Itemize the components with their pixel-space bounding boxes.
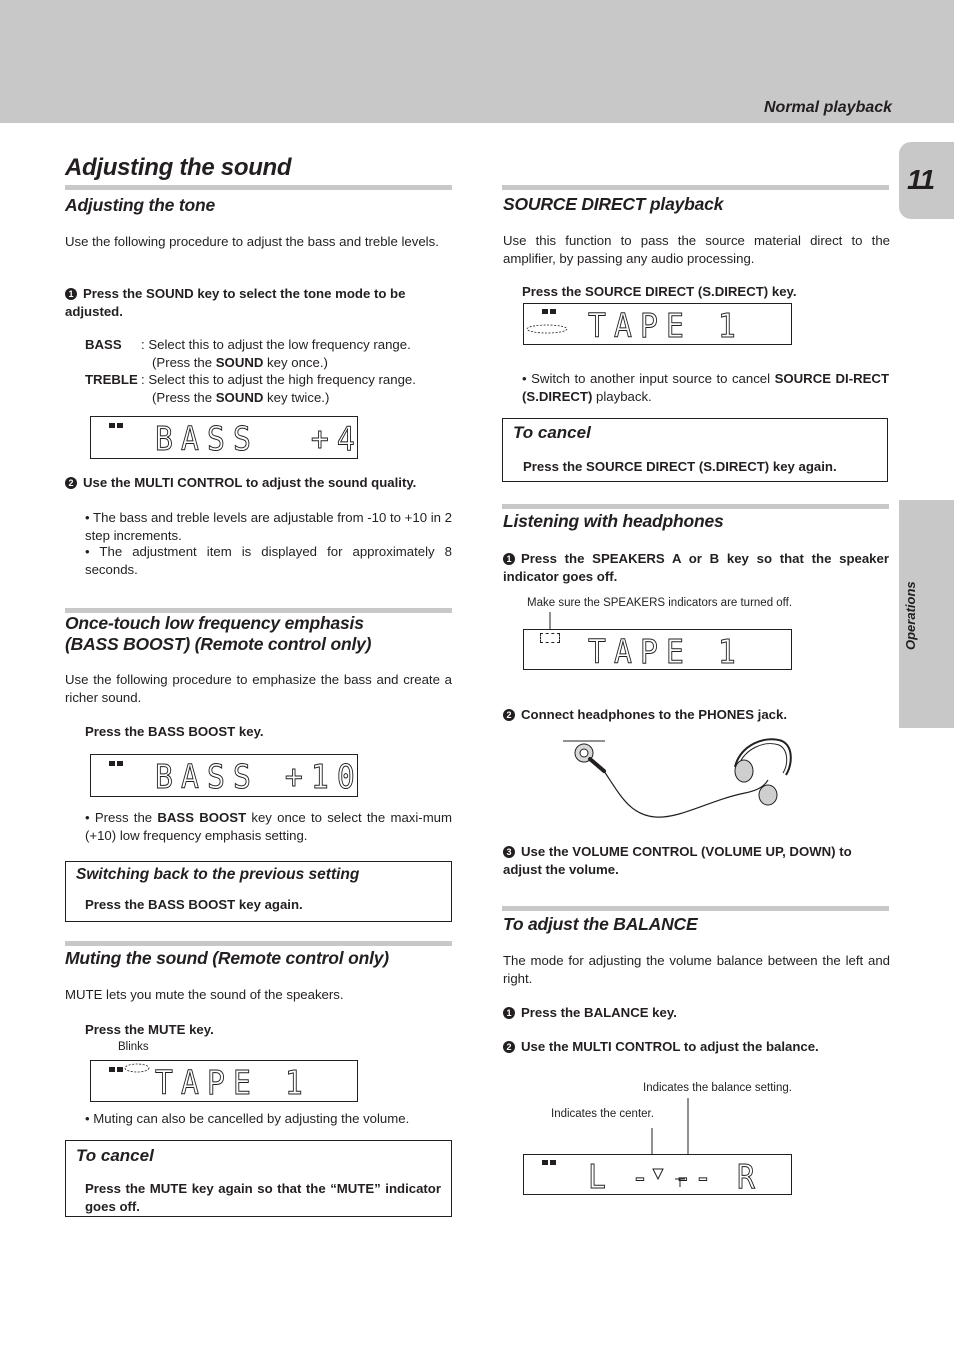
bassboost-intro: Use the following procedure to emphasize the bass and create a richer sound. — [65, 672, 452, 705]
indicator-icon — [109, 761, 115, 766]
bass-term: BASS — [85, 337, 122, 352]
tone-step-2 — [65, 474, 465, 492]
step-number: 1 — [65, 288, 77, 300]
bass-press — [152, 354, 328, 372]
treble-press-key: SOUND — [215, 390, 264, 405]
source-direct-bullet-b: playback. — [592, 388, 652, 404]
display-headphones-tape — [523, 629, 792, 670]
mute-bullet: • Muting can also be cancelled by adjusting the volume. — [85, 1111, 410, 1126]
headphones-rule — [502, 504, 889, 509]
callout-balance-setting: Indicates the balance setting. — [643, 1082, 792, 1094]
balance-rule — [502, 906, 889, 911]
indicator-icon — [550, 1160, 556, 1165]
source-direct-cancel-title: To cancel — [513, 423, 591, 442]
display-text: BASS +4 — [155, 419, 363, 458]
source-direct-step: Press the SOURCE DIRECT (S.DIRECT) key. — [522, 284, 797, 299]
source-direct-cancel-box — [502, 418, 888, 482]
switching-back-text: Press the BASS BOOST key again. — [85, 897, 303, 912]
indicator-icon — [542, 1160, 548, 1165]
step-number: 3 — [503, 846, 515, 858]
balance-step-1-text: Press the BALANCE key. — [521, 1005, 677, 1020]
display-bass-10 — [90, 754, 363, 797]
bassboost-heading-line2: (BASS BOOST) (Remote control only) — [65, 634, 372, 654]
source-direct-cancel-text: Press the SOURCE DIRECT (S.DIRECT) key again. — [523, 459, 837, 474]
step-number: 1 — [503, 553, 515, 565]
treble-press-a: (Press the — [152, 390, 216, 405]
callout-center: Indicates the center. — [551, 1108, 654, 1120]
mute-heading: Muting the sound (Remote control only) — [65, 948, 389, 968]
page-title: Adjusting the sound — [65, 154, 292, 181]
balance-step-2-text: Use the MULTI CONTROL to adjust the balance. — [521, 1039, 819, 1054]
tone-step-1-text: Press the SOUND key to select the tone mode to be adjusted. — [65, 286, 406, 319]
source-direct-rule — [502, 185, 889, 190]
balance-step-2 — [503, 1038, 819, 1056]
page-number-tab — [899, 142, 954, 219]
title-rule — [65, 185, 452, 190]
bass-press-b: key once.) — [263, 355, 328, 370]
bass-desc: : Select this to adjust the low frequency range. — [141, 337, 411, 352]
display-text: BASS +10 — [155, 757, 363, 796]
mute-cancel-title: To cancel — [76, 1146, 154, 1165]
blinks-label: Blinks — [118, 1041, 149, 1053]
bassboost-heading — [65, 613, 371, 655]
page-number: 11 — [907, 164, 935, 195]
display-source-direct-tape — [523, 303, 792, 345]
balance-position-marker-icon — [674, 1177, 686, 1189]
source-direct-bullet-key: SOURCE DI-RECT (S.DIRECT) — [522, 371, 890, 404]
side-tab — [899, 500, 954, 728]
section-header: Normal playback — [764, 99, 893, 116]
headphones-step-1 — [503, 550, 889, 585]
step-number: 2 — [503, 1041, 515, 1053]
indicator-icon — [550, 309, 556, 314]
display-text-right: - R — [694, 1157, 759, 1196]
balance-intro: The mode for adjusting the volume balance between the left and right. — [503, 953, 890, 986]
bassboost-heading-line1: Once-touch low frequency emphasis — [65, 613, 364, 633]
tone-bullet-1: • The bass and treble levels are adjustable from -10 to +10 in 2 step increments. — [85, 510, 452, 543]
balance-heading: To adjust the BALANCE — [503, 914, 698, 934]
tone-intro: Use the following procedure to adjust the bass and treble levels. — [65, 234, 439, 249]
indicator-icon — [117, 423, 123, 428]
tone-bullet-2: • The adjustment item is displayed for approximately 8 seconds. — [85, 544, 452, 577]
indicator-icon — [109, 1067, 115, 1072]
treble-press-b: key twice.) — [263, 390, 330, 405]
bass-press-a: (Press the — [152, 355, 216, 370]
treble-press — [152, 389, 329, 407]
bassboost-step: Press the BASS BOOST key. — [85, 724, 264, 739]
mute-intro: MUTE lets you mute the sound of the speakers. — [65, 987, 344, 1002]
treble-term: TREBLE — [85, 372, 138, 387]
bassboost-bullet-b: key once to select the maxi-mum (+10) low frequency emphasis setting. — [85, 810, 452, 843]
tone-heading: Adjusting the tone — [65, 195, 215, 215]
headphones-step-2-text: Connect headphones to the PHONES jack. — [521, 707, 787, 722]
display-mute-tape — [90, 1060, 358, 1102]
speakers-indicator-off — [540, 633, 560, 643]
tone-step-2-text: Use the MULTI CONTROL to adjust the sound quality. — [83, 475, 417, 490]
indicator-icon — [109, 423, 115, 428]
bassboost-bullet-a: • Press the — [85, 810, 158, 825]
mute-cancel-box — [65, 1140, 452, 1217]
display-text-left: L - - — [588, 1157, 696, 1196]
mute-cancel-text: Press the MUTE key again so that the “MUTE” indicator goes off. — [85, 1181, 441, 1214]
tone-step-1 — [65, 285, 452, 320]
headphones-step-3-text: Use the VOLUME CONTROL (VOLUME UP, DOWN) to adjust the volume. — [503, 844, 852, 877]
step-number: 2 — [65, 477, 77, 489]
headphones-illustration — [560, 735, 800, 825]
display-text: TAPE 1 — [588, 632, 744, 671]
switching-back-box — [65, 861, 452, 922]
mute-rule — [65, 941, 452, 946]
balance-step-1 — [503, 1004, 677, 1022]
blink-icon — [121, 1061, 153, 1075]
display-text: TAPE 1 — [588, 306, 744, 345]
source-direct-bullet-a: • Switch to another input source to cancel — [522, 371, 775, 386]
switching-back-title: Switching back to the previous setting — [76, 866, 360, 883]
headphones-heading: Listening with headphones — [503, 511, 724, 531]
step-number: 2 — [503, 709, 515, 721]
source-direct-intro: Use this function to pass the source material direct to the amplifier, by passing any audio processing. — [503, 233, 890, 266]
treble-desc: : Select this to adjust the high frequency range. — [141, 372, 416, 387]
center-marker-icon — [652, 1167, 664, 1181]
indicator-icon — [117, 761, 123, 766]
source-direct-heading: SOURCE DIRECT playback — [503, 194, 724, 214]
blink-icon — [524, 322, 570, 336]
side-tab-label: Operations — [903, 581, 918, 650]
display-balance — [523, 1154, 792, 1195]
source-direct-bullet — [522, 370, 889, 405]
indicator-icon — [542, 309, 548, 314]
mute-step: Press the MUTE key. — [85, 1022, 214, 1037]
bassboost-bullet — [85, 809, 452, 844]
headphones-step-2 — [503, 706, 787, 724]
step-number: 1 — [503, 1007, 515, 1019]
bass-press-key: SOUND — [215, 355, 264, 370]
display-text: TAPE 1 — [155, 1063, 311, 1102]
speakers-note: Make sure the SPEAKERS indicators are turned off. — [527, 597, 793, 609]
display-bass-4 — [90, 416, 363, 459]
headphones-step-1-text: Press the SPEAKERS A or B key so that the speaker indicator goes off. — [503, 551, 889, 584]
headphones-step-3 — [503, 843, 889, 878]
bassboost-bullet-key: BASS BOOST — [157, 810, 247, 825]
